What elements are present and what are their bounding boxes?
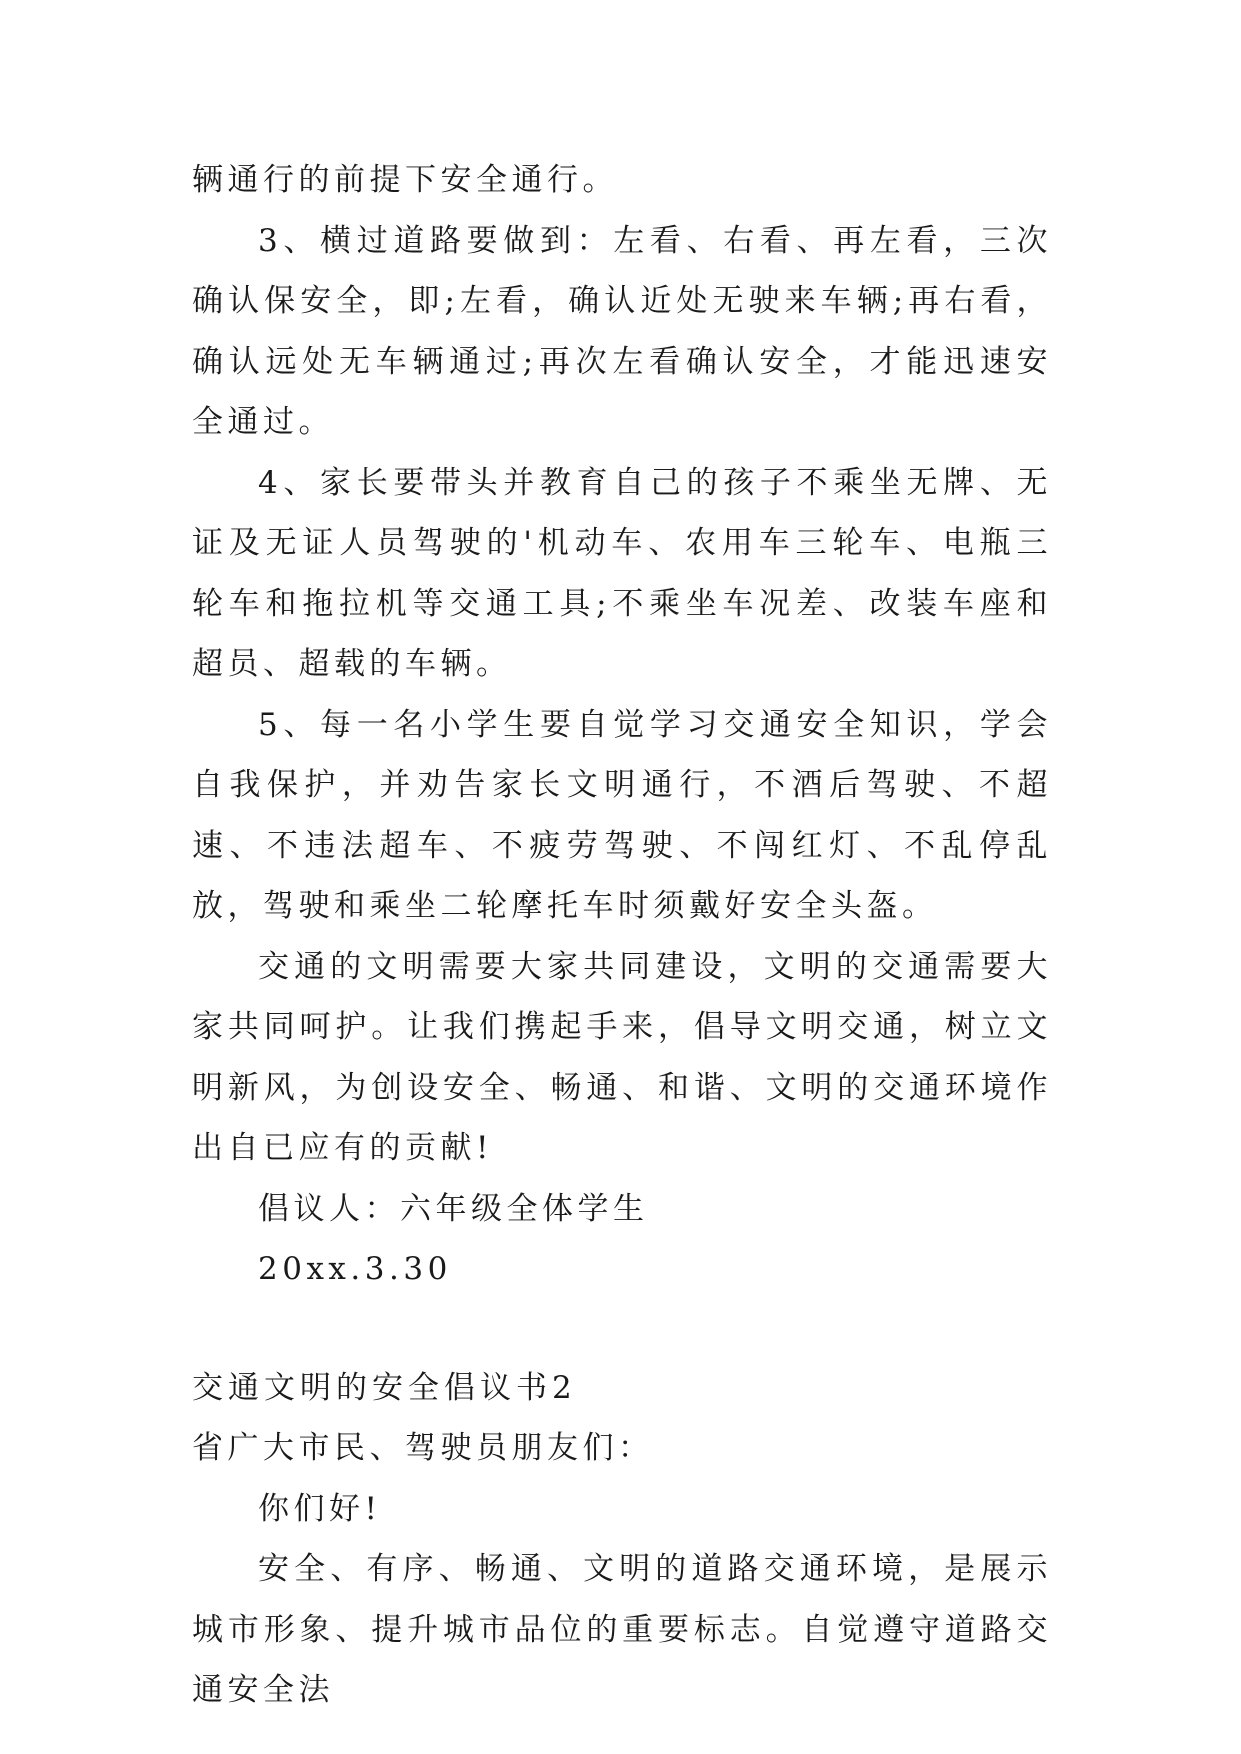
paragraph-item-5: 5、每一名小学生要自觉学习交通安全知识，学会自我保护，并劝告家长文明通行，不酒后驾驶、不超速、不违法超车、不疲劳驾驶、不闯红灯、不乱停乱放，驾驶和乘坐二轮摩托车时须戴好安全头盔。 — [192, 706, 1052, 924]
section-spacer — [192, 1300, 1052, 1358]
salutation-line: 省广大市民、驾驶员朋友们： — [192, 1430, 654, 1466]
date-line: 20xx.3.30 — [258, 1251, 452, 1287]
greeting-line: 你们好! — [258, 1490, 382, 1527]
paragraph-closing: 交通的文明需要大家共同建设，文明的交通需要大家共同呵护。让我们携起手来，倡导文明交通，树立文明新风，为创设安全、畅通、和谐、文明的交通环境作出自已应有的贡献! — [192, 948, 1052, 1166]
second-document-title: 交通文明的安全倡议书2 — [192, 1369, 577, 1406]
document-body — [192, 150, 1052, 1721]
paragraph-item-3: 3、横过道路要做到：左看、右看、再左看，三次确认保安全，即;左看，确认近处无驶来车辆;再右看，确认远处无车辆通过;再次左看确认安全，才能迅速安全通过。 — [192, 222, 1052, 440]
paragraph-continuation: 辆通行的前提下安全通行。 — [192, 162, 618, 198]
paragraph-item-4: 4、家长要带头并教育自己的孩子不乘坐无牌、无证及无证人员驾驶的'机动车、农用车三轮车、电瓶三轮车和拖拉机等交通工具;不乘坐车况差、改装车座和超员、超载的车辆。 — [192, 464, 1052, 682]
signature-line: 倡议人：六年级全体学生 — [258, 1190, 649, 1227]
paragraph-intro: 安全、有序、畅通、文明的道路交通环境，是展示城市形象、提升城市品位的重要标志。自觉遵守道路交通安全法 — [192, 1551, 1052, 1708]
